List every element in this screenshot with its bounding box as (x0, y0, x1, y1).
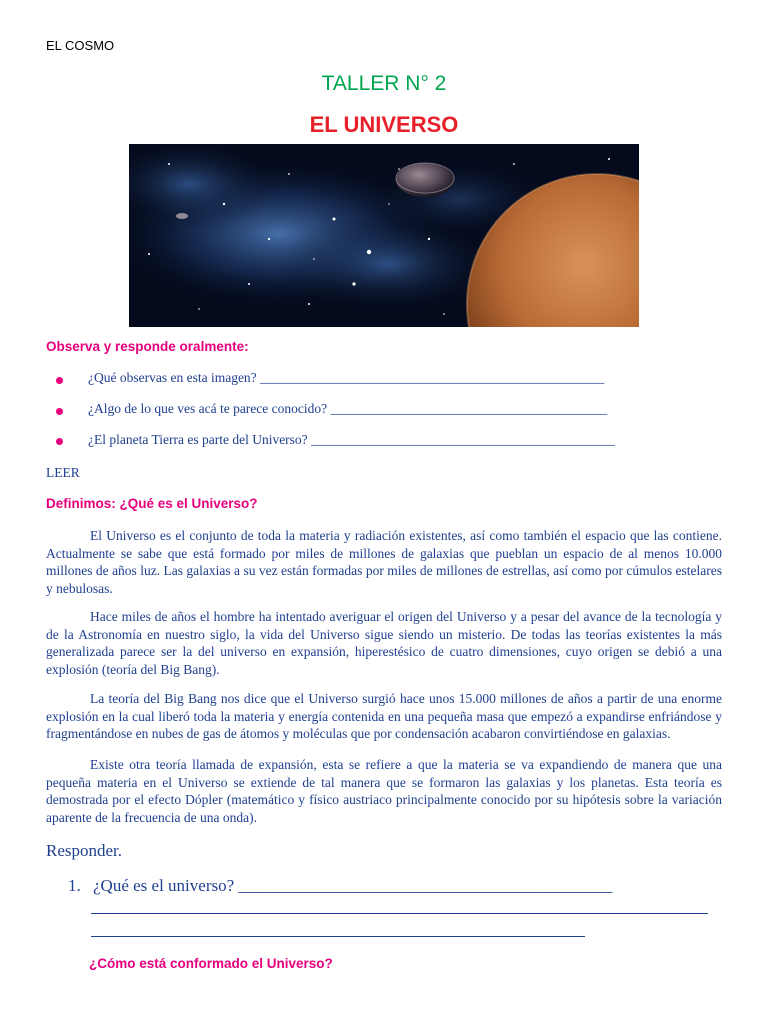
bullet-icon (56, 408, 63, 415)
paragraph-3: La teoría del Big Bang nos dice que el Universo surgió hace unos 15.000 millones de años a partir de una enorme explosión en la cual liberó toda la materia y energía contenida en una pequeña masa que empezó a expandirse enfriándose y fragmentándose en nubes de gas de átomos y moléculas que por condensación acabaron convirtiéndose en galaxias. (46, 691, 722, 742)
paragraph-1: El Universo es el conjunto de toda la materia y radiación existentes, así como también el espacio que las contiene. Actualmente se sabe que está formado por miles de millones de galaxias que pueblan un espacio de al menos 10.000 millones de años luz. Las galaxias a su vez están formadas por miles de millones de estrellas, así como por cúmulos estelares y nebulosas. (46, 528, 722, 596)
read-label: LEER (46, 465, 80, 480)
definition-heading: Definimos: ¿Qué es el Universo? (46, 496, 258, 511)
answer-line-2[interactable] (91, 936, 585, 937)
observe-question-2: ¿Algo de lo que ves acá te parece conocido? _________________________________________ (88, 401, 608, 416)
universe-image (129, 144, 639, 327)
observe-question-3: ¿El planeta Tierra es parte del Universo? _____________________________________________ (88, 432, 615, 447)
bullet-icon (56, 377, 63, 384)
question-2: ¿Cómo está conformado el Universo? (89, 956, 333, 971)
paragraph-4: Existe otra teoría llamada de expansión, esta se refiere a que la materia se va expandiendo de manera que una pequeña materia en el Universo se extiende de tal manera que se formaron las galaxias y los planetas. Esta teoría es demostrada por el efecto Dópler (matemático y físico austriaco principalmente conocido por su hipótesis sobre la variación aparente de la frecuencia de una onda). (46, 757, 722, 825)
paragraph-2: Hace miles de años el hombre ha intentado averiguar el origen del Universo y a pesar del avance de la tecnología y de la Astronomía en nuestro siglo, la vida del Universo sigue siendo un misterio. De todas las teorías existentes la más generalizada parece ser la del universo en expansión, hiperestésico de cuatro dimensiones, cuyo origen se debió a una explosión (teoría del Big Bang). (46, 609, 722, 677)
respond-heading: Responder. (46, 841, 123, 860)
question-1-text: ¿Qué es el universo? ____________________________________________ (93, 876, 613, 895)
main-title: EL UNIVERSO (309, 112, 459, 137)
question-1 (68, 876, 612, 896)
question-1-number: 1. (68, 876, 81, 895)
workshop-title: TALLER N° 2 (321, 72, 447, 95)
header-label: EL COSMO (46, 38, 115, 53)
bullet-icon (56, 438, 63, 445)
observe-heading: Observa y responde oralmente: (46, 339, 249, 354)
answer-line-1[interactable] (91, 913, 708, 914)
observe-question-1: ¿Qué observas en esta imagen? ___________________________________________________ (88, 370, 605, 385)
